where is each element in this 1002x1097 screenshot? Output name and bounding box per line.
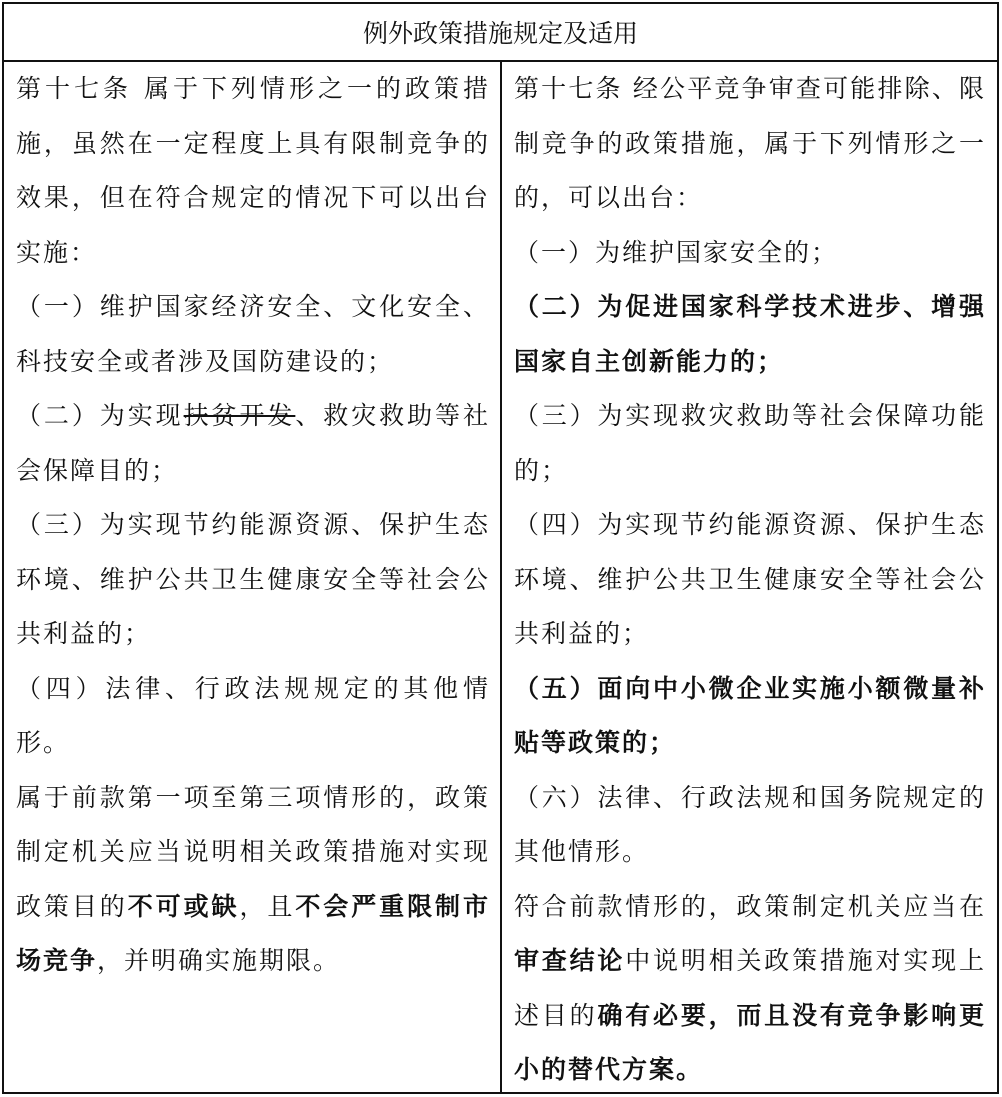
left-column-original: [16, 62, 490, 1092]
left-item-3: （三）为实现节约能源资源、保护生态环境、维护公共卫生健康安全等社会公共利益的；: [16, 510, 490, 648]
right-article-17-intro: 第十七条 经公平竞争审查可能排除、限制竞争的政策措施，属于下列情形之一的，可以出台：: [514, 74, 986, 212]
right-closing-bold-a: 审查结论: [514, 946, 626, 975]
column-divider: [500, 60, 502, 1092]
left-closing-bold-a: 不可或缺: [127, 891, 240, 921]
comparison-table: [2, 2, 999, 1094]
left-item-2: [16, 389, 490, 498]
left-item-4: （四）法律、行政法规规定的其他情形。: [16, 673, 490, 757]
left-article-17-intro: 第十七条 属于下列情形之一的政策措施，虽然在一定程度上具有限制竞争的效果，但在符合规定的情况下可以出台实施：: [16, 74, 490, 267]
left-item-1: （一）维护国家经济安全、文化安全、科技安全或者涉及国防建设的；: [16, 292, 490, 376]
right-closing-text-a: 符合前款情形的，政策制定机关应当在: [514, 891, 986, 921]
right-item-1: （一）为维护国家安全的；: [514, 237, 839, 267]
right-item-2-bold: （二）为促进国家科学技术进步、增强国家自主创新能力的；: [514, 292, 986, 376]
right-item-4: （四）为实现节约能源资源、保护生态环境、维护公共卫生健康安全等社会公共利益的；: [514, 510, 986, 648]
left-item-2-prefix: （二）为实现: [16, 401, 184, 430]
left-closing-text-b: ，且: [239, 891, 296, 921]
right-item-5-bold: （五）面向中小微企业实施小额微量补贴等政策的；: [514, 673, 986, 757]
left-item-2-deleted-text: 扶贫开发: [183, 401, 296, 430]
right-closing-bold-b: 确有必要，而且没有竞争影响更小的替代方案。: [514, 1000, 986, 1084]
right-item-3: （三）为实现救灾救助等社会保障功能的；: [514, 401, 986, 485]
table-header: [4, 4, 997, 62]
left-closing-paragraph: [16, 771, 490, 989]
left-item-2-suffix: 、救灾救助等社会保障目的；: [16, 401, 490, 485]
left-closing-text-a: 属于前款第一项至第三项情形的，政策制定机关应当说明相关政策措施对实现政策目的: [16, 782, 490, 921]
right-closing-text-b: 中说明相关政策措施对实现上述目的: [514, 946, 986, 1030]
right-closing-paragraph: [514, 880, 986, 1093]
header-title: 例外政策措施规定及适用: [362, 19, 638, 48]
left-closing-text-c: ，并明确实施期限。: [97, 946, 341, 975]
right-item-6: （六）法律、行政法规和国务院规定的其他情形。: [514, 782, 986, 866]
left-closing-bold-b: 不会严重限制市场竞争: [16, 891, 490, 975]
right-column-revised: [514, 62, 986, 1092]
